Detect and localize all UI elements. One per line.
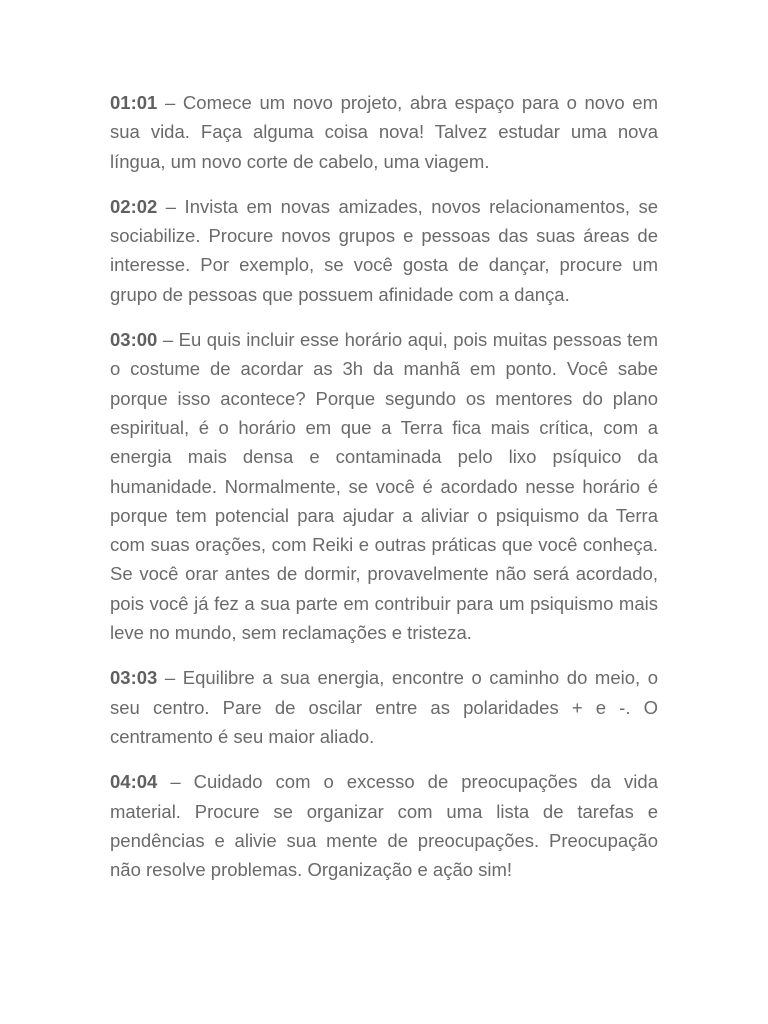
entry-time: 04:04 [110, 771, 158, 793]
entry-time: 02:02 [110, 195, 158, 217]
entry-0300 [110, 325, 658, 647]
entry-text: – Invista em novas amizades, novos relacionamentos, se sociabilize. Procure novos grupos e pessoas das suas áreas de interesse. Por exemplo, se você gosta de dançar, procure um grupo de pessoas que possuem afinidade com a dança. [110, 195, 658, 305]
entry-0101 [110, 88, 658, 176]
entry-time: 01:01 [110, 92, 158, 113]
entry-0404 [110, 767, 658, 884]
entry-time: 03:03 [110, 667, 158, 689]
entry-0202 [110, 192, 658, 309]
entry-text: – Equilibre a sua energia, encontre o caminho do meio, o seu centro. Pare de oscilar entre as polaridades + e -. O centramento é seu maior aliado. [110, 667, 658, 747]
entry-0303 [110, 663, 658, 751]
document-page [110, 88, 658, 900]
entry-text: – Comece um novo projeto, abra espaço para o novo em sua vida. Faça alguma coisa nova! Talvez estudar uma nova língua, um novo corte de cabelo, uma viagem. [110, 92, 658, 172]
entry-text: – Eu quis incluir esse horário aqui, pois muitas pessoas tem o costume de acordar as 3h da manhã em ponto. Você sabe porque isso acontece? Porque segundo os mentores do plano espiritual, é o horário em que a Terra fica mais crítica, com a energia mais densa e contaminada pelo lixo psíquico da humanidade. Normalmente, se você é acordado nesse horário é porque tem potencial para ajudar a aliviar o psiquismo da Terra com suas orações, com Reiki e outras práticas que você conheça. Se você orar antes de dormir, provavelmente não será acordado, pois você já fez a sua parte em contribuir para um psiquismo mais leve no mundo, sem reclamações e tristeza. [110, 329, 658, 644]
entry-time: 03:00 [110, 329, 158, 351]
entry-text: – Cuidado com o excesso de preocupações da vida material. Procure se organizar com uma lista de tarefas e pendências e alivie sua mente de preocupações. Preocupação não resolve problemas. Organização e ação sim! [110, 771, 658, 881]
